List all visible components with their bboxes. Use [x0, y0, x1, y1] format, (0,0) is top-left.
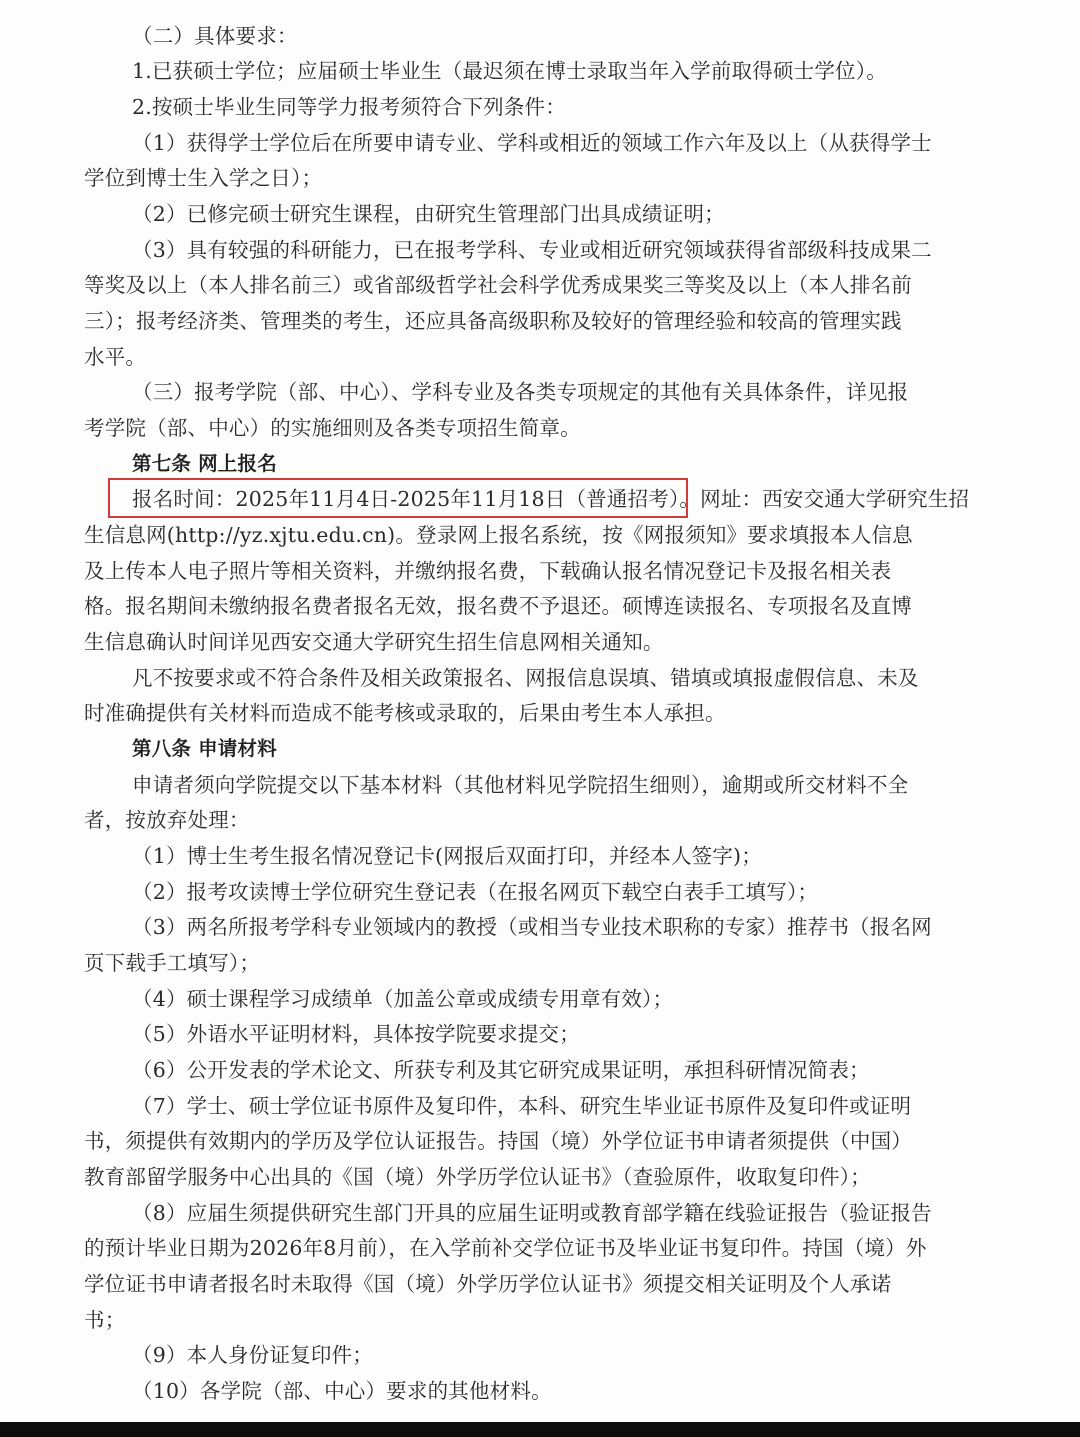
text-line: （2）已修完硕士研究生课程，由研究生管理部门出具成绩证明； [132, 202, 725, 226]
text-line: 及上传本人电子照片等相关资料，并缴纳报名费，下载确认报名情况登记卡及报名相关表 [84, 559, 892, 583]
text-line: 格。报名期间未缴纳报名费者报名无效，报名费不予退还。硕博连读报名、专项报名及直博 [84, 594, 912, 618]
text-line: （8）应届生须提供研究生部门开具的应届生证明或教育部学籍在线验证报告（验证报告 [132, 1201, 932, 1225]
text-line: 考学院（部、中心）的实施细则及各类专项招生简章。 [84, 416, 581, 440]
text-line: 三）；报考经济类、管理类的考生，还应具备高级职称及较好的管理经验和较高的管理实践 [84, 309, 902, 333]
text-line: （3）两名所报考学科专业领域内的教授（或相当专业技术职称的专家）推荐书（报名网 [132, 915, 932, 939]
section-heading-article-8: 第八条 申请材料 [132, 737, 277, 760]
text-line: 者，按放弃处理： [84, 808, 250, 832]
text-line: 书； [84, 1308, 126, 1332]
text-line: （6）公开发表的学术论文、所获专利及其它研究成果证明，承担科研情况简表； [132, 1058, 870, 1082]
text-line: 书，须提供有效期内的学历及学位认证报告。持国（境）外学位证书申请者须提供（中国） [84, 1129, 912, 1153]
text-line: 教育部留学服务中心出具的《国（境）外学历学位认证书》（查验原件，收取复印件）； [84, 1165, 871, 1189]
text-line: 凡不按要求或不符合条件及相关政策报名、网报信息误填、错填或填报虚假信息、未及 [132, 666, 919, 690]
text-line: 页下载手工填写）； [84, 951, 261, 975]
text-line: 生信息确认时间详见西安交通大学研究生招生信息网相关通知。 [84, 630, 664, 654]
text-line: （2）报考攻读博士学位研究生登记表（在报名网页下载空白表手工填写）； [132, 880, 819, 904]
registration-time-line: 报名时间：2025年11月4日-2025年11月18日（普通招考）。网址：西安交通大学研究生招 [132, 487, 970, 511]
text-line: 学位证书申请者报名时未取得《国（境）外学历学位认证书》须提交相关证明及个人承诺 [84, 1272, 892, 1296]
section-heading-article-7: 第七条 网上报名 [132, 452, 277, 475]
text-line: 水平。 [84, 345, 147, 369]
text-line: （3）具有较强的科研能力，已在报考学科、专业或相近研究领域获得省部级科技成果二 [132, 238, 932, 262]
text-line: （4）硕士课程学习成绩单（加盖公章或成绩专用章有效）； [132, 987, 674, 1011]
text-line: 等奖及以上（本人排名前三）或省部级哲学社会科学优秀成果奖三等奖及以上（本人排名前 [84, 273, 912, 297]
text-line: 生信息网(http://yz.xjtu.edu.cn)。登录网上报名系统，按《网报须知》要求填报本人信息 [84, 523, 913, 547]
text-line: 2.按硕士毕业生同等学力报考须符合下列条件： [132, 95, 566, 119]
text-line: （三）报考学院（部、中心）、学科专业及各类专项规定的其他有关具体条件，详见报 [132, 380, 909, 404]
text-line: 的预计毕业日期为2026年8月前），在入学前补交学位证书及毕业证书复印件。持国（境）外 [84, 1236, 927, 1260]
text-line: 时准确提供有关材料而造成不能考核或录取的，后果由考生本人承担。 [84, 701, 726, 725]
text-line: （1）博士生考生报名情况登记卡(网报后双面打印，并经本人签字)； [132, 844, 762, 868]
text-line: （10）各学院（部、中心）要求的其他材料。 [132, 1379, 552, 1403]
text-line: （1）获得学士学位后在所要申请专业、学科或相近的领域工作六年及以上（从获得学士 [132, 131, 932, 155]
text-line: （9）本人身份证复印件； [132, 1343, 373, 1367]
text-line: （7）学士、硕士学位证书原件及复印件，本科、研究生毕业证书原件及复印件或证明 [132, 1094, 912, 1118]
text-line: 申请者须向学院提交以下基本材料（其他材料见学院招生细则），逾期或所交材料不全 [132, 773, 909, 797]
text-line: 学位到博士生入学之日）； [84, 166, 323, 190]
text-line: （二）具体要求： [132, 24, 298, 48]
bottom-edge-bar [0, 1422, 1080, 1437]
text-line: 1.已获硕士学位；应届硕士毕业生（最迟须在博士录取当年入学前取得硕士学位）。 [132, 59, 887, 83]
text-line: （5）外语水平证明材料，具体按学院要求提交； [132, 1022, 580, 1046]
